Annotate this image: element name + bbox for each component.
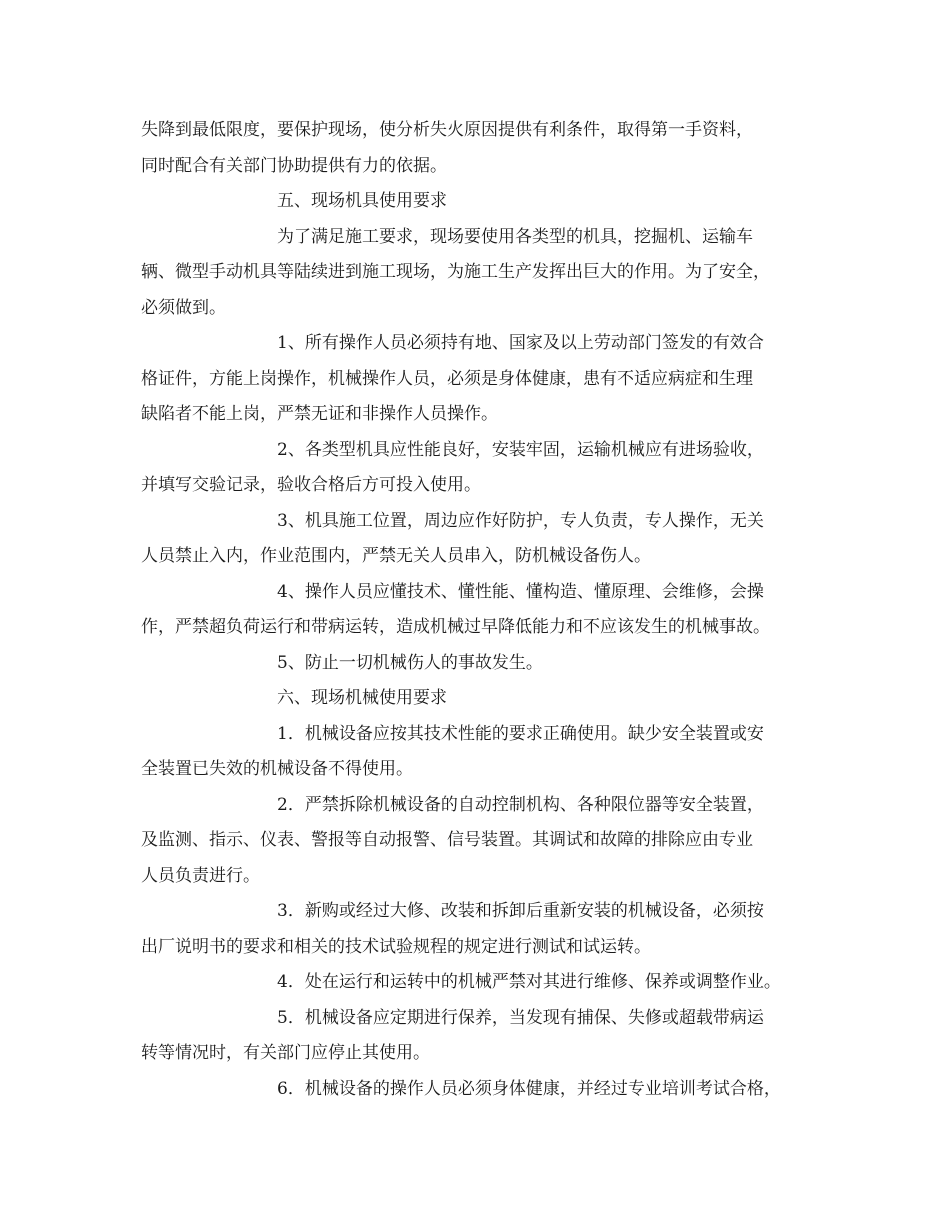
text-line: 作，严禁超负荷运行和带病运转，造成机械过早降低能力和不应该发生的机械事故。 (141, 617, 770, 637)
text-line: 必须做到。 (141, 297, 226, 318)
text-line: 4．处在运行和运转中的机械严禁对其进行维修、保养或调整作业。 (277, 972, 781, 992)
text-line: 2．严禁拆除机械设备的自动控制机构、各种限位器等安全装置， (277, 794, 764, 815)
document-body (141, 113, 821, 1107)
text-line: 3、机具施工位置，周边应作好防护，专人负责，专人操作，无关 (277, 510, 764, 531)
text-line: 人员禁止入内，作业范围内，严禁无关人员串入，防机械设备伤人。 (141, 546, 651, 566)
text-line: 格证件，方能上岗操作，机械操作人员，必须是身体健康，患有不适应病症和生理 (141, 368, 753, 389)
text-line: 2、各类型机具应性能良好，安装牢固，运输机械应有进场验收， (277, 439, 764, 460)
text-line: 并填写交验记录，验收合格后方可投入使用。 (141, 475, 481, 495)
text-line: 5．机械设备应定期进行保养，当发现有捕保、失修或超载带病运 (277, 1007, 764, 1028)
text-line: 4、操作人员应懂技术、懂性能、懂构造、懂原理、会维修，会操 (277, 581, 764, 602)
text-line: 1、所有操作人员必须持有地、国家及以上劳动部门签发的有效合 (277, 333, 764, 353)
text-line: 失降到最低限度，要保护现场，使分析失火原因提供有利条件，取得第一手资料， (141, 120, 753, 140)
text-line: 六、现场机械使用要求 (277, 688, 447, 708)
text-line: 出厂说明书的要求和相关的技术试验规程的规定进行测试和试运转。 (141, 936, 651, 957)
text-line: 缺陷者不能上岗，严禁无证和非操作人员操作。 (141, 404, 498, 424)
text-line: 全装置已失效的机械设备不得使用。 (141, 759, 413, 779)
text-line: 3．新购或经过大修、改装和拆卸后重新安装的机械设备，必须按 (277, 901, 764, 921)
text-line: 辆、微型手动机具等陆续进到施工现场，为施工生产发挥出巨大的作用。为了安全， (141, 262, 770, 282)
text-line: 6．机械设备的操作人员必须身体健康，并经过专业培训考试合格， (277, 1078, 781, 1099)
text-line: 及监测、指示、仪表、警报等自动报警、信号装置。其调试和故障的排除应由专业 (141, 830, 753, 850)
text-line: 人员负责进行。 (141, 865, 260, 886)
text-line: 5、防止一切机械伤人的事故发生。 (277, 652, 543, 673)
text-line: 同时配合有关部门协助提供有力的依据。 (141, 155, 447, 176)
text-line: 五、现场机具使用要求 (277, 191, 447, 211)
text-line: 为了满足施工要求，现场要使用各类型的机具，挖掘机、运输车 (277, 226, 753, 247)
text-line: 转等情况时，有关部门应停止其使用。 (141, 1043, 430, 1063)
text-line: 1．机械设备应按其技术性能的要求正确使用。缺少安全装置或安 (277, 723, 764, 744)
